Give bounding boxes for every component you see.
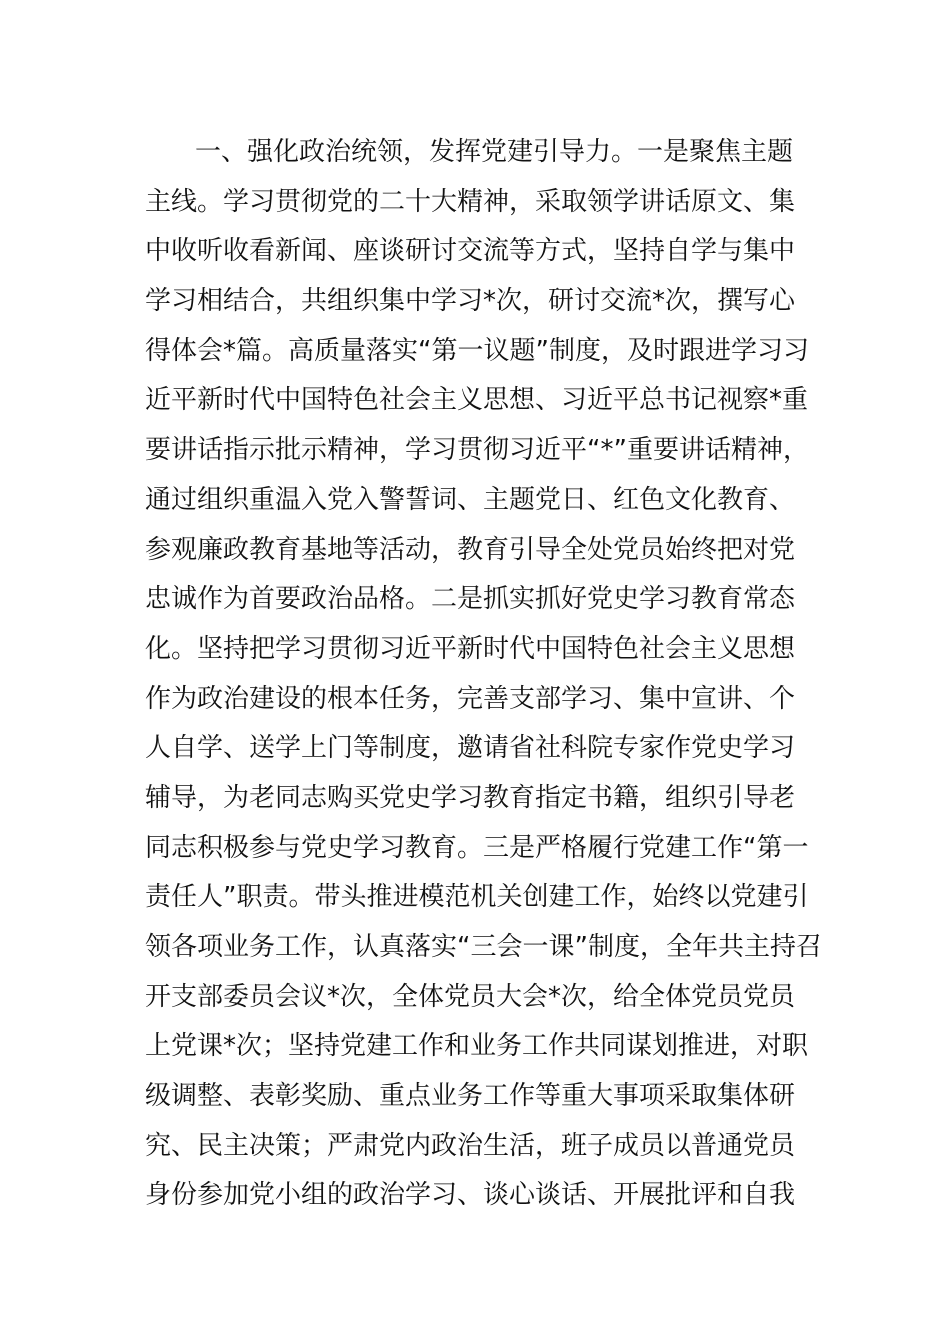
- text-line-11: 化。坚持把学习贯彻习近平新时代中国特色社会主义思想: [145, 633, 796, 664]
- text-line-13: 人自学、送学上门等制度，邀请省社科院专家作党史学习: [145, 733, 796, 764]
- text-line-10: 忠诚作为首要政治品格。二是抓实抓好党史学习教育常态: [145, 584, 796, 615]
- text-line-2: 主线。学习贯彻党的二十大精神，采取领学讲话原文、集: [145, 186, 796, 217]
- body-paragraph: [145, 128, 825, 1221]
- text-line-21: 究、民主决策；严肃党内政治生活，班子成员以普通党员: [145, 1130, 796, 1161]
- text-line-6: 近平新时代中国特色社会主义思想、习近平总书记视察*重: [145, 385, 809, 416]
- text-line-18: 开支部委员会议*次，全体党员大会*次，给全体党员党员: [145, 981, 796, 1012]
- text-line-16: 责任人”职责。带头推进模范机关创建工作，始终以党建引: [145, 882, 809, 913]
- text-line-20: 级调整、表彰奖励、重点业务工作等重大事项采取集体研: [145, 1081, 796, 1112]
- text-line-12: 作为政治建设的根本任务，完善支部学习、集中宣讲、个: [145, 683, 796, 714]
- text-line-17: 领各项业务工作，认真落实“三会一课”制度，全年共主持召: [145, 932, 822, 962]
- text-line-5: 得体会*篇。高质量落实“第一议题”制度，及时跟进学习习: [145, 335, 809, 366]
- text-line-1: 一、强化政治统领，发挥党建引导力。一是聚焦主题: [195, 137, 794, 167]
- text-line-15: 同志积极参与党史学习教育。三是严格履行党建工作“第一: [145, 832, 809, 863]
- text-line-19: 上党课*次；坚持党建工作和业务工作共同谋划推进，对职: [145, 1031, 809, 1062]
- text-line-4: 学习相结合，共组织集中学习*次，研讨交流*次，撰写心: [145, 286, 796, 317]
- text-line-22: 身份参加党小组的政治学习、谈心谈话、开展批评和自我: [145, 1180, 796, 1211]
- text-line-7: 要讲话指示批示精神，学习贯彻习近平“*”重要讲话精神，: [145, 435, 809, 466]
- text-line-8: 通过组织重温入党入警誓词、主题党日、红色文化教育、: [145, 484, 796, 515]
- text-line-14: 辅导，为老同志购买党史学习教育指定书籍，组织引导老: [145, 782, 796, 813]
- text-line-9: 参观廉政教育基地等活动，教育引导全处党员始终把对党: [145, 534, 796, 565]
- text-line-3: 中收听收看新闻、座谈研讨交流等方式，坚持自学与集中: [145, 236, 796, 267]
